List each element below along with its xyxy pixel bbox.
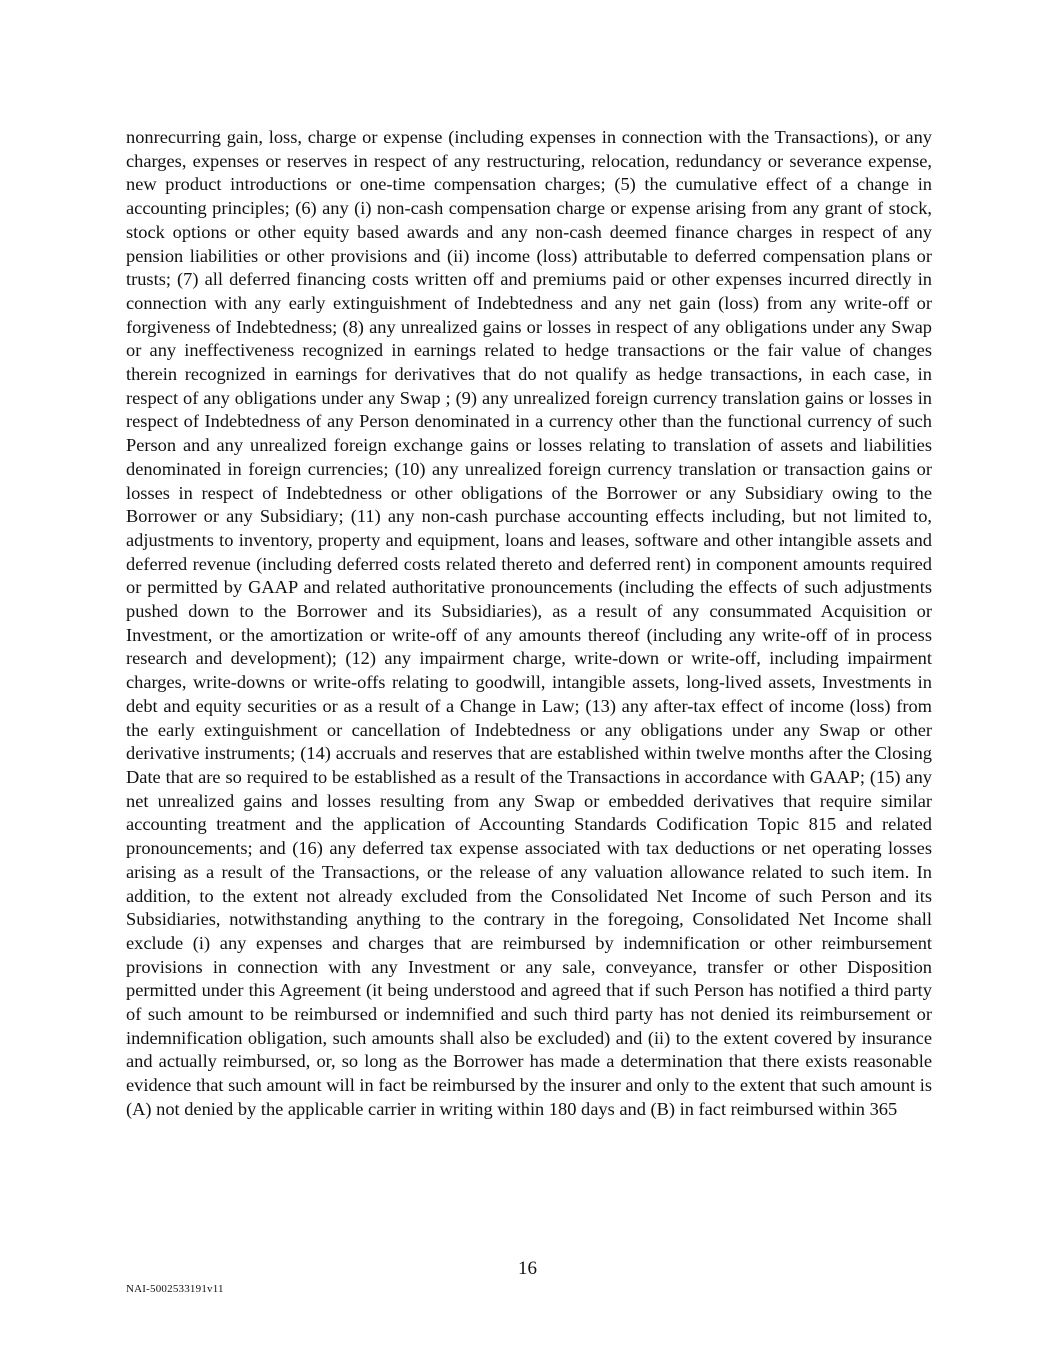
- body-paragraph: nonrecurring gain, loss, charge or expense (including expenses in connection with the Transactions), or any charges, expenses or reserves in respect of any restructuring, relocation, redundancy or severance expense, new product introductions or one-time compensation charges; (5) the cumulative effect of a change in accounting principles; (6) any (i) non-cash compensation charge or expense arising from any grant of stock, stock options or other equity based awards and any non-cash deemed finance charges in respect of any pension liabilities or other provisions and (ii) income (loss) attributable to deferred compensation plans or trusts; (7) all deferred financing costs written off and premiums paid or other expenses incurred directly in connection with any early extinguishment of Indebtedness and any net gain (loss) from any write-off or forgiveness of Indebtedness; (8) any unrealized gains or losses in respect of any obligations under any Swap or any ineffectiveness recognized in earnings related to hedge transactions or the fair value of changes therein recognized in earnings for derivatives that do not qualify as hedge transactions, in each case, in respect of any obligations under any Swap ; (9) any unrealized foreign currency translation gains or losses in respect of Indebtedness of any Person denominated in a currency other than the functional currency of such Person and any unrealized foreign exchange gains or losses relating to translation of assets and liabilities denominated in foreign currencies; (10) any unrealized foreign currency translation or transaction gains or losses in respect of Indebtedness or other obligations of the Borrower or any Subsidiary owing to the Borrower or any Subsidiary; (11) any non-cash purchase accounting effects including, but not limited to, adjustments to inventory, property and equipment, loans and leases, software and other intangible assets and deferred revenue (including deferred costs related thereto and deferred rent) in component amounts required or permitted by GAAP and related authoritative pronouncements (including the effects of such adjustments pushed down to the Borrower and its Subsidiaries), as a result of any consummated Acquisition or Investment, or the amortization or write-off of any amounts thereof (including any write-off of in process research and development); (12) any impairment charge, write-down or write-off, including impairment charges, write-downs or write-offs relating to goodwill, intangible assets, long-lived assets, Investments in debt and equity securities or as a result of a Change in Law; (13) any after-tax effect of income (loss) from the early extinguishment or cancellation of Indebtedness or any obligations under any Swap or other derivative instruments; (14) accruals and reserves that are established within twelve months after the Closing Date that are so required to be established as a result of the Transactions in accordance with GAAP; (15) any net unrealized gains and losses resulting from any Swap or embedded derivatives that require similar accounting treatment and the application of Accounting Standards Codification Topic 815 and related pronouncements; and (16) any deferred tax expense associated with tax deductions or net operating losses arising as a result of the Transactions, or the release of any valuation allowance related to such item. In addition, to the extent not already excluded from the Consolidated Net Income of such Person and its Subsidiaries, notwithstanding anything to the contrary in the foregoing, Consolidated Net Income shall exclude (i) any expenses and charges that are reimbursed by indemnification or other reimbursement provisions in connection with any Investment or any sale, conveyance, transfer or other Disposition permitted under this Agreement (it being understood and agreed that if such Person has notified a third party of such amount to be reimbursed or indemnified and such third party has not denied its reimbursement or indemnification obligation, such amounts shall also be excluded) and (ii) to the extent covered by insurance and actually reimbursed, or, so long as the Borrower has made a determination that there exists reasonable evidence that such amount will in fact be reimbursed by the insurer and only to the extent that such amount is (A) not denied by the applicable carrier in writing within 180 days and (B) in fact reimbursed within 365: [126, 127, 932, 1119]
- page-number: 16: [518, 1258, 537, 1279]
- document-id-footer: NAI-5002533191v11: [126, 1283, 224, 1295]
